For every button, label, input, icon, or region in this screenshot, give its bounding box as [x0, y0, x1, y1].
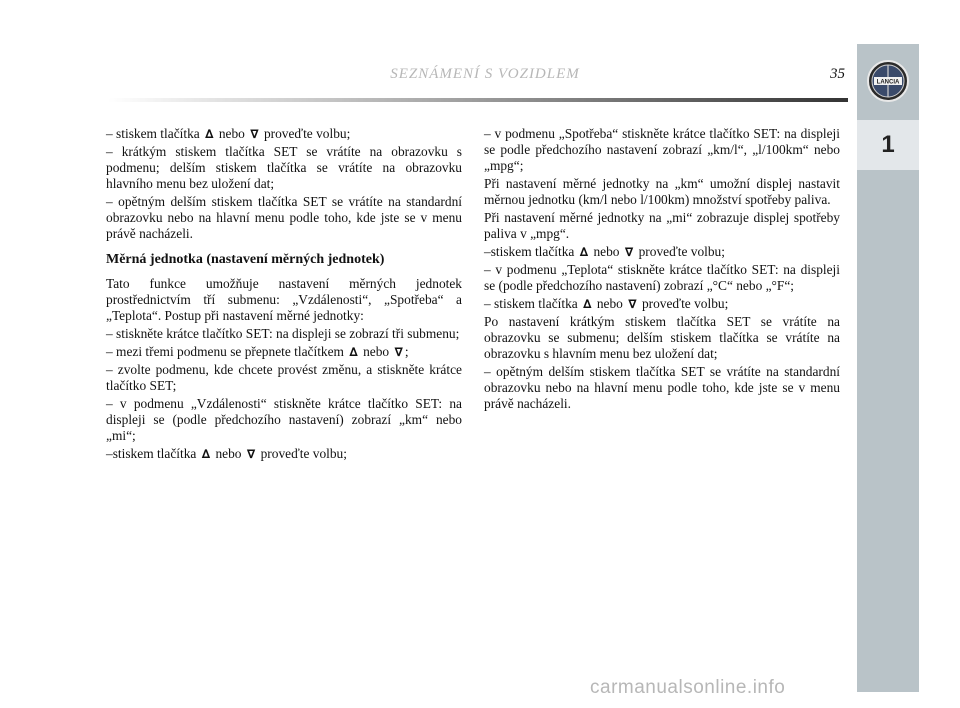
- text: nebo: [218, 126, 245, 141]
- right-paragraph-2: Při nastavení měrné jednotky na „km“ umožní displej nastavit měrnou jednotku (km/l nebo l/100km) množství spotřeby paliva.: [484, 176, 840, 207]
- text: ;: [404, 344, 409, 359]
- right-paragraph-5: – v podmenu „Teplota“ stiskněte krátce tlačítko SET: na displeji se (podle předchozího nastavení) zobrazí „°C“ nebo „°F“;: [484, 262, 840, 293]
- chapter-number: 1: [857, 120, 919, 170]
- text: – mezi třemi podmenu se přepnete tlačítkem: [106, 344, 344, 359]
- logo-text: LANCIA: [876, 79, 900, 86]
- text: nebo: [215, 446, 242, 461]
- right-paragraph-7: Po nastavení krátkým stiskem tlačítka SET se vrátíte na obrazovku se submenu; delším stiskem tlačítka se vrátíte na obrazovku s hlavním menu bez uložení dat;: [484, 314, 840, 361]
- text: nebo: [363, 344, 390, 359]
- down-triangle-icon: ∇: [394, 345, 403, 359]
- right-paragraph-8: – opětným delším stiskem tlačítka SET se vrátíte na standardní obrazovku nebo na hlavní menu podle toho, kde jste se v menu právě nacházeli.: [484, 364, 840, 411]
- text: nebo: [593, 244, 620, 259]
- page-header-title: SEZNÁMENÍ S VOZIDLEM: [390, 66, 580, 82]
- watermark: carmanualsonline.info: [590, 677, 786, 698]
- left-paragraph-3: – opětným delším stiskem tlačítka SET se vrátíte na standardní obrazovku nebo na hlavní menu podle toho, kde jste se v menu právě nacházeli.: [106, 194, 462, 241]
- text: proveďte volbu;: [641, 296, 729, 311]
- text: nebo: [596, 296, 623, 311]
- text: proveďte volbu;: [638, 244, 725, 259]
- left-paragraph-9: [106, 446, 462, 462]
- left-paragraph-8: – v podmenu „Vzdálenosti“ stiskněte krátce tlačítko SET: na displeji se (podle předchozího nastavení) zobrazí „km“ nebo „mi“;: [106, 396, 462, 443]
- down-triangle-icon: ∇: [246, 447, 256, 461]
- up-triangle-icon: ∆: [205, 127, 214, 141]
- lancia-logo-icon: [866, 59, 910, 103]
- page-number: 35: [830, 66, 845, 82]
- right-column: [484, 126, 840, 414]
- text: – stiskem tlačítka: [106, 126, 200, 141]
- up-triangle-icon: ∆: [579, 245, 589, 259]
- down-triangle-icon: ∇: [628, 297, 637, 311]
- left-paragraph-2: – krátkým stiskem tlačítka SET se vrátíte na obrazovku s podmenu; delším stiskem tlačítka se vrátíte na obrazovku hlavního menu bez uložení dat;: [106, 144, 462, 191]
- right-paragraph-1: – v podmenu „Spotřeba“ stiskněte krátce tlačítko SET: na displeji se podle předchozího nastavení zobrazí „km/l“, „l/100km“ nebo „mpg“;: [484, 126, 840, 173]
- left-paragraph-7: – zvolte podmenu, kde chcete provést změnu, a stiskněte krátce tlačítko SET;: [106, 362, 462, 393]
- left-paragraph-4: Tato funkce umožňuje nastavení měrných jednotek prostřednictvím tří submenu: „Vzdálenosti“, „Spotřeba“ a „Teplota“. Postup při nastavení měrné jednotky:: [106, 276, 462, 323]
- up-triangle-icon: ∆: [583, 297, 592, 311]
- left-column: [106, 126, 462, 464]
- left-paragraph-1: [106, 126, 462, 142]
- right-paragraph-6: [484, 296, 840, 312]
- up-triangle-icon: ∆: [349, 345, 358, 359]
- section-heading: Měrná jednotka (nastavení měrných jednotek): [106, 252, 385, 267]
- down-triangle-icon: ∇: [624, 245, 634, 259]
- text: –stiskem tlačítka: [484, 244, 575, 259]
- left-paragraph-6: [106, 344, 462, 360]
- down-triangle-icon: ∇: [250, 127, 259, 141]
- right-paragraph-3: Při nastavení měrné jednotky na „mi“ zobrazuje displej spotřeby paliva v „mpg“.: [484, 210, 840, 241]
- text: – stiskem tlačítka: [484, 296, 578, 311]
- up-triangle-icon: ∆: [201, 447, 211, 461]
- header-rule: [108, 98, 848, 102]
- text: proveďte volbu;: [263, 126, 351, 141]
- text: proveďte volbu;: [260, 446, 347, 461]
- right-paragraph-4: [484, 244, 840, 260]
- lancia-logo: [857, 44, 919, 118]
- text: –stiskem tlačítka: [106, 446, 197, 461]
- left-paragraph-5: – stiskněte krátce tlačítko SET: na displeji se zobrazí tři submenu;: [106, 326, 460, 341]
